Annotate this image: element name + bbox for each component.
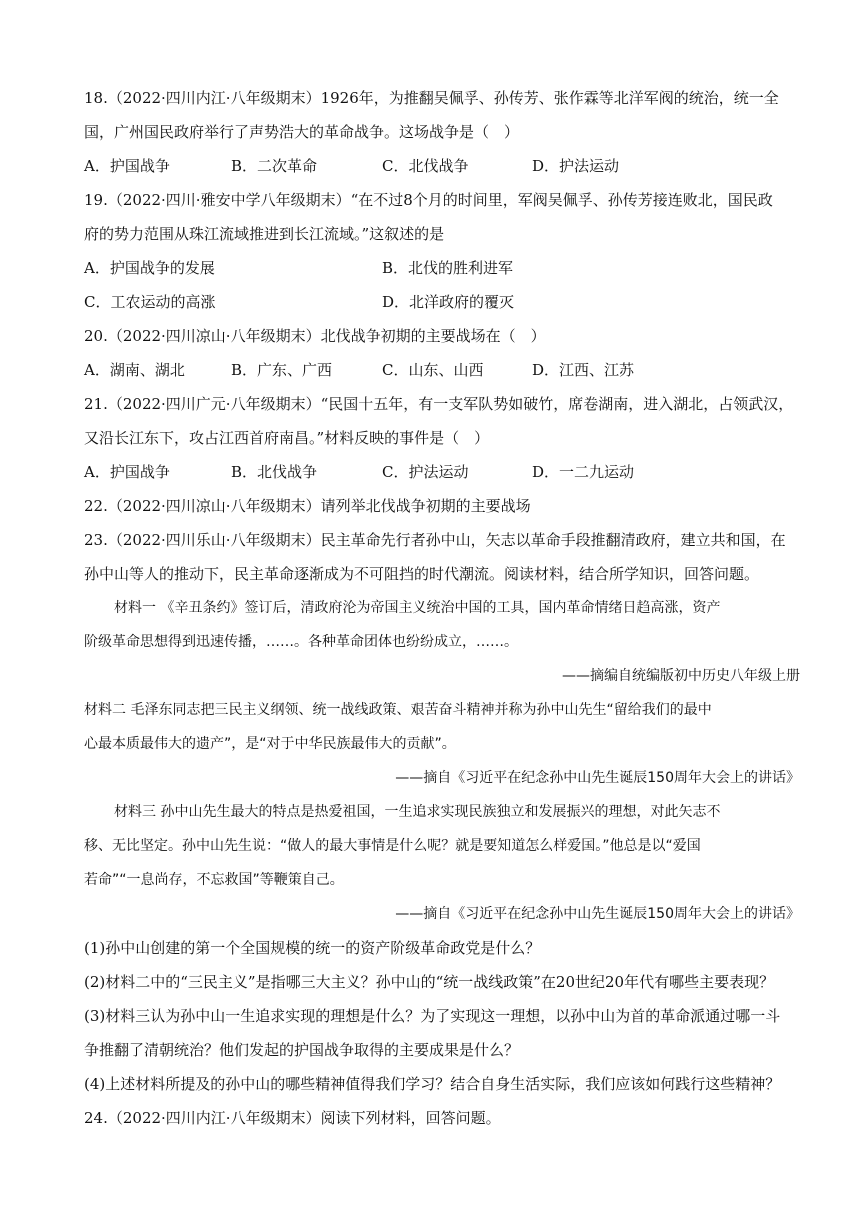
q18-options (84, 156, 800, 176)
q21-option-d: D．一二九运动 (532, 463, 635, 481)
q19-options-row1 (84, 258, 800, 278)
q21-option-c: C．护法运动 (382, 463, 469, 481)
q19-option-c: C．工农运动的高涨 (84, 293, 216, 311)
q21-stem-line2: 又沿长江东下，攻占江西首府南昌。”材料反映的事件是（ ） (84, 429, 490, 447)
q19-option-d: D．北洋政府的覆灭 (382, 293, 515, 311)
q24-stem-line1: 24.（2022·四川内江·八年级期末）阅读下列材料，回答问题。 (84, 1109, 501, 1127)
q23-material2-line2: 心最本质最伟大的遗产”，是“对于中华民族最伟大的贡献”。 (84, 736, 456, 752)
q21-option-a: A．护国战争 (84, 463, 170, 481)
q19-stem-line1: 19.（2022·四川·雅安中学八年级期末）“在不过8个月的时间里，军阀吴佩孚、孙传芳接连败北，国民政 (84, 191, 773, 209)
q23-material2-source: ——摘自《习近平在纪念孙中山先生诞辰150周年大会上的讲话》 (395, 770, 800, 786)
q20-options (84, 360, 800, 380)
q20-option-c: C．山东、山西 (382, 361, 484, 379)
q21-option-b: B．北伐战争 (231, 463, 318, 481)
q23-subquestion-2: (2)材料二中的“三民主义”是指哪三大主义？孙中山的“统一战线政策”在20世纪20年代有哪些主要表现？ (84, 973, 775, 991)
q23-subquestion-3-line1: (3)材料三认为孙中山一生追求实现的理想是什么？为了实现这一理想，以孙中山为首的革命派通过哪一斗 (84, 1007, 781, 1025)
q22-stem-line1: 22.（2022·四川凉山·八年级期末）请列举北伐战争初期的主要战场 (84, 497, 531, 515)
q23-material1-line1: 材料一 《辛丑条约》签订后，清政府沦为帝国主义统治中国的工具，国内革命情绪日趋高涨，资产 (114, 600, 721, 616)
q21-stem-line1: 21.（2022·四川广元·八年级期末）“民国十五年，有一支军队势如破竹，席卷湖南，进入湖北，占领武汉， (84, 395, 794, 413)
q19-option-b: B．北伐的胜利进军 (382, 259, 514, 277)
q18-option-a: A．护国战争 (84, 157, 170, 175)
q18-stem-line1: 18.（2022·四川内江·八年级期末）1926年，为推翻吴佩孚、孙传芳、张作霖等北洋军阀的统治，统一全 (84, 89, 779, 107)
q23-material2-line1: 材料二 毛泽东同志把三民主义纲领、统一战线政策、艰苦奋斗精神并称为孙中山先生“留给我们的最中 (84, 702, 712, 718)
q19-stem-line2: 府的势力范围从珠江流域推进到长江流域。”这叙述的是 (84, 225, 445, 243)
q23-subquestion-3-line2: 争推翻了清朝统治？他们发起的护国战争取得的主要成果是什么？ (84, 1041, 520, 1059)
q23-material3-line1: 材料三 孙中山先生最大的特点是热爱祖国，一生追求实现民族独立和发展振兴的理想，对此矢志不 (114, 804, 721, 820)
q23-stem-line2: 孙中山等人的推动下，民主革命逐渐成为不可阻挡的时代潮流。阅读材料，结合所学知识，回答问题。 (84, 565, 760, 583)
q23-subquestion-1: (1)孙中山创建的第一个全国规模的统一的资产阶级革命政党是什么？ (84, 939, 541, 957)
q19-option-a: A．护国战争的发展 (84, 259, 215, 277)
q23-material3-line2: 移、无比坚定。孙中山先生说：“做人的最大事情是什么呢？就是要知道怎么样爱国。”他总是以“爱国 (84, 838, 701, 854)
q18-stem-line2: 国，广州国民政府举行了声势浩大的革命战争。这场战争是（ ） (84, 123, 520, 141)
q20-stem-line1: 20.（2022·四川凉山·八年级期末）北伐战争初期的主要战场在（ ） (84, 327, 546, 345)
q23-subquestion-4: (4)上述材料所提及的孙中山的哪些精神值得我们学习？结合自身生活实际，我们应该如何践行这些精神？ (84, 1075, 781, 1093)
q23-material1-line2: 阶级革命思想得到迅速传播，……。各种革命团体也纷纷成立，……。 (84, 634, 518, 650)
q21-options (84, 462, 800, 482)
q18-option-c: C．北伐战争 (382, 157, 469, 175)
q23-material1-source: ——摘编自统编版初中历史八年级上册 (562, 668, 800, 684)
q23-material3-source: ——摘自《习近平在纪念孙中山先生诞辰150周年大会上的讲话》 (395, 906, 800, 922)
q20-option-b: B．广东、广西 (231, 361, 333, 379)
q23-material3-line3: 若命”“一息尚存，不忘救国”等鞭策自己。 (84, 872, 344, 888)
q20-option-d: D．江西、江苏 (532, 361, 635, 379)
q18-option-b: B．二次革命 (231, 157, 318, 175)
q18-option-d: D．护法运动 (532, 157, 620, 175)
q20-option-a: A．湖南、湖北 (84, 361, 185, 379)
q23-stem-line1: 23.（2022·四川乐山·八年级期末）民主革命先行者孙中山，矢志以革命手段推翻清政府，建立共和国，在 (84, 531, 786, 549)
q19-options-row2 (84, 292, 800, 312)
